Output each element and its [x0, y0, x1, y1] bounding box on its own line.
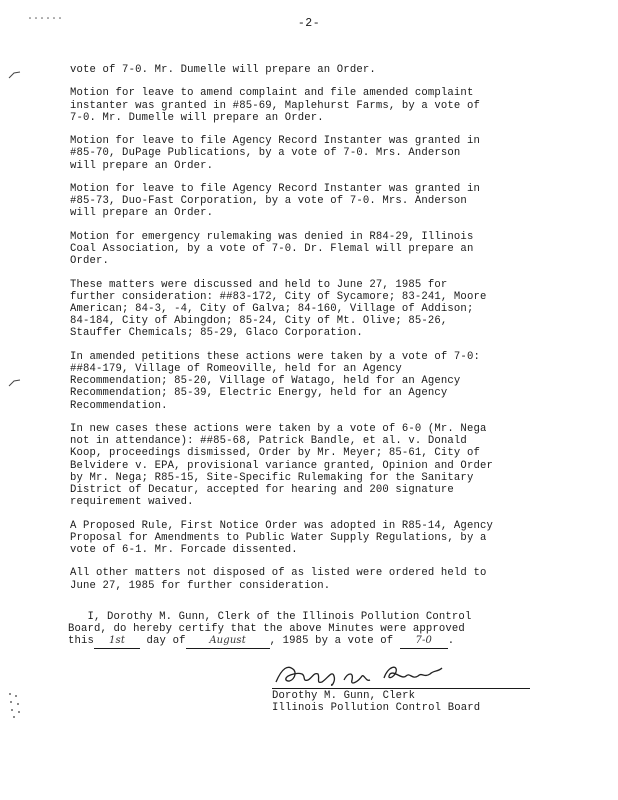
handwritten-signature	[272, 660, 472, 690]
month-handwritten: August	[209, 635, 246, 647]
signer-title: Illinois Pollution Control Board	[272, 702, 481, 714]
stamp-mark	[6, 690, 26, 720]
vote-fill-blank	[400, 635, 448, 648]
day-fill-blank	[94, 635, 140, 648]
certification-line: I, Dorothy M. Gunn, Clerk of the Illinois Pollution Control	[68, 611, 472, 623]
signer-name: Dorothy M. Gunn, Clerk	[272, 690, 416, 702]
certification-line: Board, do hereby certify that the above Minutes were approved	[68, 623, 465, 636]
year-text: , 1985 by a vote of	[269, 635, 394, 648]
paragraph: Motion for leave to file Agency Record Instanter was granted in #85-73, Duo-Fast Corporation, by a vote of 7-0. Mrs. Anderson will prepare an Order.	[70, 182, 480, 220]
paragraph: Motion for emergency rulemaking was denied in R84-29, Illinois Coal Association, by a vote of 7-0. Dr. Flemal will prepare an Order.	[70, 230, 474, 268]
page-number: -2-	[297, 17, 321, 30]
period: .	[447, 635, 455, 648]
month-fill-blank	[186, 635, 270, 648]
this-label: this	[68, 635, 95, 648]
day-of-label: day of	[146, 635, 186, 648]
paragraph: These matters were discussed and held to June 27, 1985 for further consideration: ##83-172, City of Sycamore; 83-241, Moore American; 84-3, -4, City of Galva; 84-160, Village of Addison; 84-184, City of Abingdon; 85-24, City of Mt. Olive; 85-26, Stauffer Chemicals; 85-29, Glaco Corporation.	[70, 278, 487, 340]
paragraph: A Proposed Rule, First Notice Order was adopted in R85-14, Agency Proposal for Amendments to Public Water Supply Regulations, by a vote of 6-1. Mr. Forcade dissented.	[70, 519, 493, 556]
minutes-body	[70, 64, 550, 603]
scan-mark-left-1	[8, 70, 22, 80]
paragraph: vote of 7-0. Mr. Dumelle will prepare an Order.	[70, 64, 376, 76]
certification-fill-line	[68, 635, 548, 648]
paragraph: All other matters not disposed of as listed were ordered held to June 27, 1985 for further consideration.	[70, 567, 487, 592]
paragraph: Motion for leave to amend complaint and file amended complaint instanter was granted in #85-69, Maplehurst Farms, by a vote of 7-0. Mr. Dumelle will prepare an Order.	[70, 87, 480, 124]
paragraph: In amended petitions these actions were taken by a vote of 7-0: ##84-179, Village of Romeoville, held for an Agency Recommendation; 85-20, Village of Watago, held for an Agency Recommendation; 85-39, Electric Energy, held for an Agency Recommendation.	[70, 350, 480, 412]
day-handwritten: 1st	[109, 635, 126, 647]
scan-mark-left-2	[8, 378, 22, 388]
paragraph: In new cases these actions were taken by a vote of 6-0 (Mr. Nega not in attendance): ##85-68, Patrick Bandle, et al. v. Donald Koop, proceedings dismissed, Order by Mr. Meyer; 85-61, City of Belvidere v. EPA, provisional variance granted, Opinion and Order by Mr. Nega; R85-15, Site-Specific Rulemaking for the Sanitary District of Decatur, accepted for hearing and 200 signature requirement waived.	[70, 422, 493, 509]
vote-handwritten: 7-0	[415, 635, 433, 647]
paragraph: Motion for leave to file Agency Record Instanter was granted in #85-70, DuPage Publications, by a vote of 7-0. Mrs. Anderson will prepare an Order.	[70, 135, 480, 172]
clerk-certification	[68, 611, 548, 649]
signature-line	[272, 688, 530, 689]
